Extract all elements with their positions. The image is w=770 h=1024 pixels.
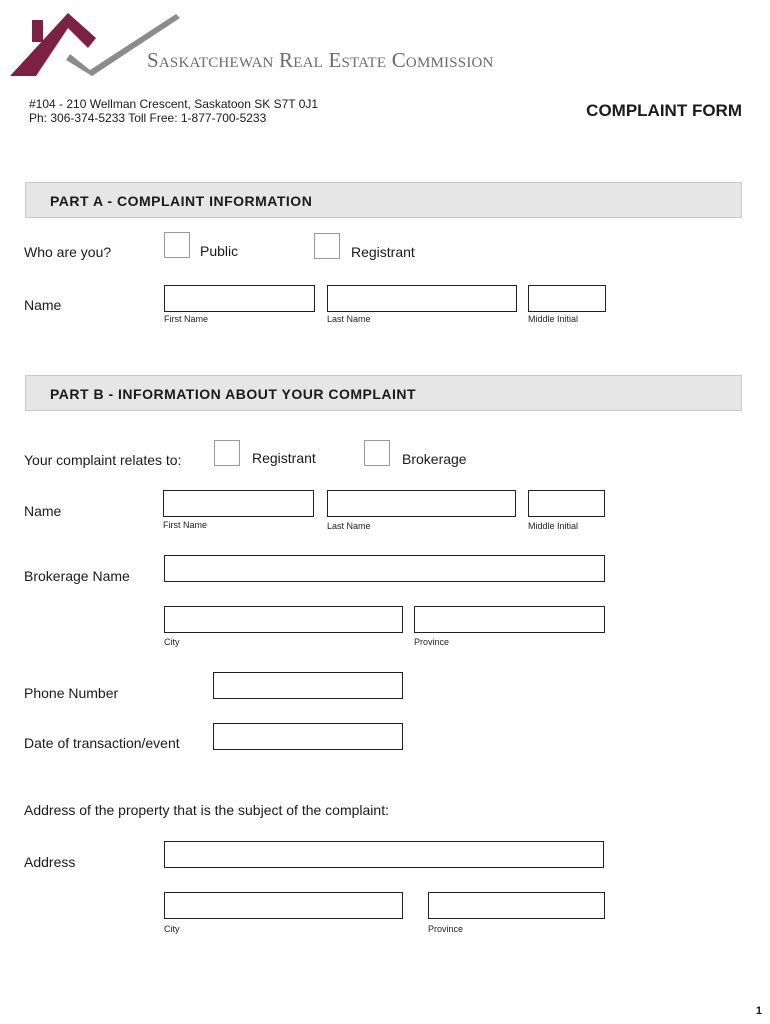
- public-checkbox[interactable]: [164, 232, 190, 258]
- property-address-field[interactable]: [164, 841, 604, 868]
- who-are-you-label: Who are you?: [24, 244, 112, 260]
- property-address-intro: Address of the property that is the subject of the complaint:: [24, 802, 389, 818]
- public-option-label: Public: [200, 243, 239, 259]
- last-name-caption: Last Name: [327, 314, 371, 324]
- part-b-title: PART B - INFORMATION ABOUT YOUR COMPLAINT: [50, 386, 417, 402]
- relates-registrant-checkbox[interactable]: [214, 440, 240, 466]
- phone-line: Ph: 306-374-5233 Toll Free: 1-877-700-5233: [29, 111, 267, 125]
- address-line: #104 - 210 Wellman Crescent, Saskatoon SK S7T 0J1: [29, 97, 319, 111]
- brokerage-city-caption: City: [164, 637, 180, 647]
- brokerage-province-caption: Province: [414, 637, 450, 647]
- complaint-relates-label: Your complaint relates to:: [24, 452, 182, 468]
- property-province-caption: Province: [428, 924, 464, 934]
- subject-last-name-caption: Last Name: [327, 521, 371, 531]
- complainant-middle-initial-field[interactable]: [528, 285, 606, 312]
- complainant-first-name-field[interactable]: [164, 285, 315, 312]
- first-name-caption: First Name: [164, 314, 209, 324]
- subject-middle-initial-caption: Middle Initial: [528, 521, 579, 531]
- subject-first-name-field[interactable]: [163, 490, 314, 517]
- page-number: 1: [755, 1005, 762, 1017]
- part-a-title: PART A - COMPLAINT INFORMATION: [50, 193, 313, 209]
- part-b-header: [25, 375, 742, 411]
- subject-last-name-field[interactable]: [327, 490, 516, 517]
- middle-initial-caption: Middle Initial: [528, 314, 579, 324]
- registrant-option-label: Registrant: [351, 244, 415, 260]
- property-city-caption: City: [164, 924, 180, 934]
- property-address-label: Address: [24, 854, 76, 870]
- part-a-header: [25, 182, 742, 218]
- brokerage-name-field[interactable]: [164, 555, 605, 582]
- phone-number-label: Phone Number: [24, 685, 119, 701]
- brokerage-name-label: Brokerage Name: [24, 568, 130, 584]
- logo-chimney-shape: [32, 20, 43, 42]
- brokerage-city-field[interactable]: [164, 606, 403, 633]
- organization-name: Saskatchewan Real Estate Commission: [147, 48, 494, 72]
- transaction-date-field[interactable]: [213, 723, 403, 750]
- registrant-checkbox[interactable]: [314, 233, 340, 259]
- subject-middle-initial-field[interactable]: [528, 490, 605, 517]
- transaction-date-label: Date of transaction/event: [24, 735, 180, 751]
- property-city-field[interactable]: [164, 892, 403, 919]
- property-province-field[interactable]: [428, 892, 605, 919]
- complainant-last-name-field[interactable]: [327, 285, 517, 312]
- relates-registrant-label: Registrant: [252, 450, 316, 466]
- subject-name-label: Name: [24, 503, 62, 519]
- relates-brokerage-checkbox[interactable]: [364, 440, 390, 466]
- brokerage-province-field[interactable]: [414, 606, 605, 633]
- relates-brokerage-label: Brokerage: [402, 451, 467, 467]
- form-title: COMPLAINT FORM: [586, 101, 742, 120]
- complainant-name-label: Name: [24, 297, 62, 313]
- subject-first-name-caption: First Name: [163, 520, 208, 530]
- phone-number-field[interactable]: [213, 672, 403, 699]
